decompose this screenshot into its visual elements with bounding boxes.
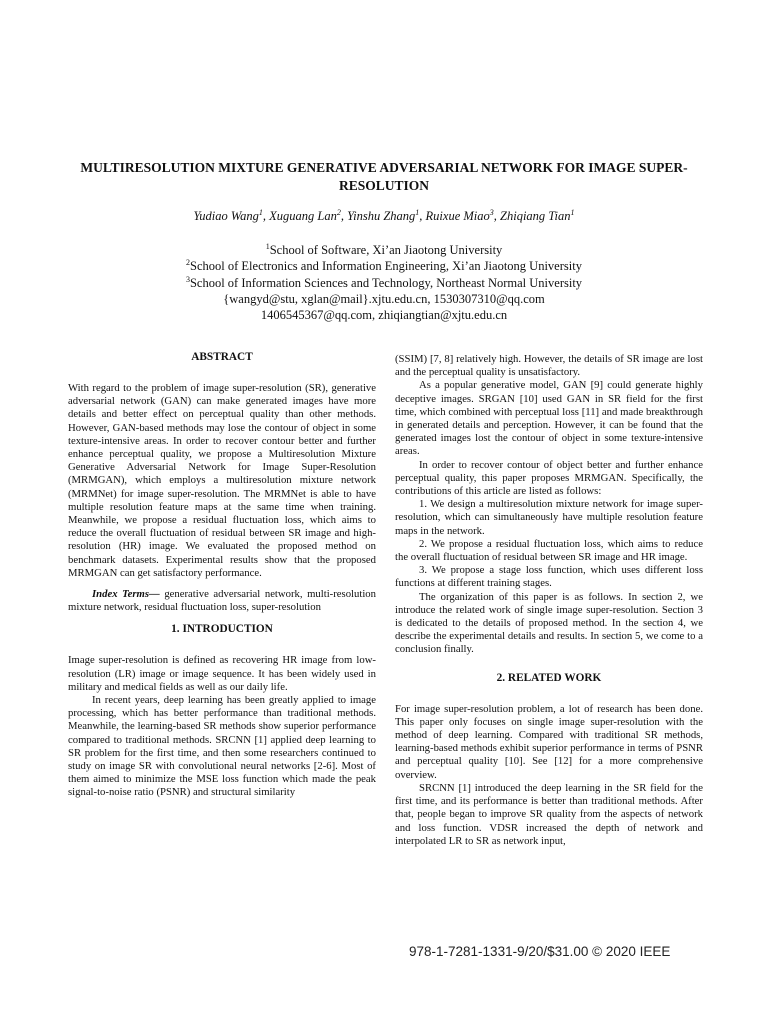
author-name: Yinshu Zhang [347, 209, 416, 223]
body-paragraph: (SSIM) [7, 8] relatively high. However, the details of SR image are lost and the perceptual quality is unsatisfactory. [395, 353, 703, 379]
author-affiliation-mark: 1 [258, 207, 263, 217]
author-name: Xuguang Lan [269, 209, 337, 223]
author-list: Yudiao Wang$^1$, Xuguang Lan$^2$, Yinshu Zhang$^1$, Ruixue Miao$^3$, Zhiqiang Tian$^1$ [193, 207, 575, 223]
introduction-paragraph: Image super-resolution is defined as recovering HR image from low-resolution (LR) image or image sequence. It has been widely used in military and medical fields as well as our daily life. [68, 654, 376, 693]
author-affiliation-mark: 1 [415, 207, 420, 217]
related-work-paragraph: SRCNN [1] introduced the deep learning in the SR field for the first time, and its performance is better than traditional methods. After that, people began to improve SR quality from the aspects of network and loss function. VDSR increased the depth of network and interpolated LR to SR as network input, [395, 781, 703, 847]
author-affiliation-mark: 2 [336, 207, 341, 217]
affiliation-line [0, 258, 768, 274]
abstract-text: With regard to the problem of image super-resolution (SR), generative adversarial network (GAN) can make generated images have more details and better effect on perceptual quality than other methods. However, GAN-based methods may lose the contour of object in some texture-intensive areas. In order to recover contour better and further enhance perceptual quality, we propose a Multiresolution Mixture Generative Adversarial Network for Image Super-Resolution (MRMGAN), which employs a multiresolution mixture network (MRMNet) for image super-resolution. The MRMNet is able to have multiple resolution feature maps at the same time when training. Meanwhile, we propose a residual fluctuation loss, which aims to reduce the overall fluctuation of residual between SR image and high-resolution (HR) image. We evaluated the proposed method on benchmark datasets. Experimental results show that the proposed MRMGAN can get satisfactory performance. [68, 382, 376, 579]
author-name: Ruixue Miao [425, 209, 490, 223]
affiliation-line [0, 242, 768, 258]
introduction-paragraph: In recent years, deep learning has been greatly applied to image processing, which has better performance than traditional methods. Meanwhile, the learning-based SR methods show superior performance compared to traditional methods. SRCNN [1] applied deep learning to SR problem for the first time, and then some researchers continued to study on image SR with convolutional neural networks [2-6]. Most of them aimed to minimize the MSE loss function which made the peak signal-to-noise ratio (PSNR) and structural similarity [68, 694, 376, 799]
index-terms-text: generative adversarial network, multi-resolution mixture network, residual fluctuation loss, super-resolution [68, 588, 376, 614]
paper-title: MULTIRESOLUTION MIXTURE GENERATIVE ADVERSARIAL NETWORK FOR IMAGE SUPER-RESOLUTION [80, 160, 688, 193]
author-name: Zhiqiang Tian [500, 209, 571, 223]
contribution-item: 1. We design a multiresolution mixture network for image super-resolution, which can simultaneously have multiple resolution feature maps in the network. [395, 498, 703, 537]
contribution-item: 3. We propose a stage loss function, which uses different loss functions at different training stages. [395, 564, 703, 590]
affiliation-line [0, 275, 768, 291]
body-paragraph: In order to recover contour of object better and further enhance perceptual quality, this paper proposes MRMGAN. Specifically, the contributions of this article are listed as follows: [395, 458, 703, 498]
body-paragraph: The organization of this paper is as follows. In section 2, we introduce the related work of single image super-resolution. Section 3 is dedicated to the details of proposed method. In the section 4, we describe the experimental details and results. In section 5, we come to a conclusion finally. [395, 590, 703, 656]
affiliation-mark: 1 [265, 241, 270, 251]
affiliation-text: School of Information Sciences and Technology, Northeast Normal University [189, 275, 583, 290]
related-work-heading: 2. RELATED WORK [496, 671, 602, 684]
affiliation-mark: 3 [185, 274, 190, 284]
left-column [68, 350, 376, 800]
related-work-paragraph: For image super-resolution problem, a lot of research has been done. This paper only focuses on single image super-resolution with the method of deep learning. Compared with traditional SR methods, learning-based methods exhibit superior performance in terms of PSNR and perceptual quality [10]. See [12] for a more comprehensive overview. [395, 702, 703, 781]
author-affiliation-mark: 3 [489, 207, 494, 217]
contribution-item: 2. We propose a residual fluctuation loss, which aims to reduce the overall fluctuation of residual between SR image and HR image. [395, 537, 703, 564]
author-affiliation-mark: 1 [570, 207, 575, 217]
author-name: Yudiao Wang [193, 209, 259, 223]
abstract-heading: ABSTRACT [191, 351, 253, 363]
affiliation-block [0, 242, 768, 323]
copyright-footer: 978-1-7281-1331-9/20/$31.00 © 2020 IEEE [409, 944, 671, 959]
body-paragraph: As a popular generative model, GAN [9] could generate highly deceptive images. SRGAN [10] used GAN in SR field for the first time, which combined with perceptual loss [11] and made breakthrough in generated details and perception. However, it can be found that the generated images lost the contour of object in some texture-intensive areas. [395, 379, 703, 458]
index-terms [68, 588, 376, 614]
introduction-heading: 1. INTRODUCTION [171, 623, 273, 636]
affiliation-text: School of Software, Xi’an Jiaotong University [269, 243, 503, 257]
email-line: 1406545367@qq.com, zhiqiangtian@xjtu.edu.cn [260, 308, 508, 323]
affiliation-mark: 2 [186, 258, 191, 268]
right-column [395, 353, 703, 848]
affiliation-text: School of Electronics and Information Engineering, Xi’an Jiaotong University [190, 259, 582, 274]
email-line: {wangyd@stu, xglan@mail}.xjtu.edu.cn, 1530307310@qq.com [223, 291, 545, 306]
index-terms-label: Index Terms— [92, 588, 160, 601]
